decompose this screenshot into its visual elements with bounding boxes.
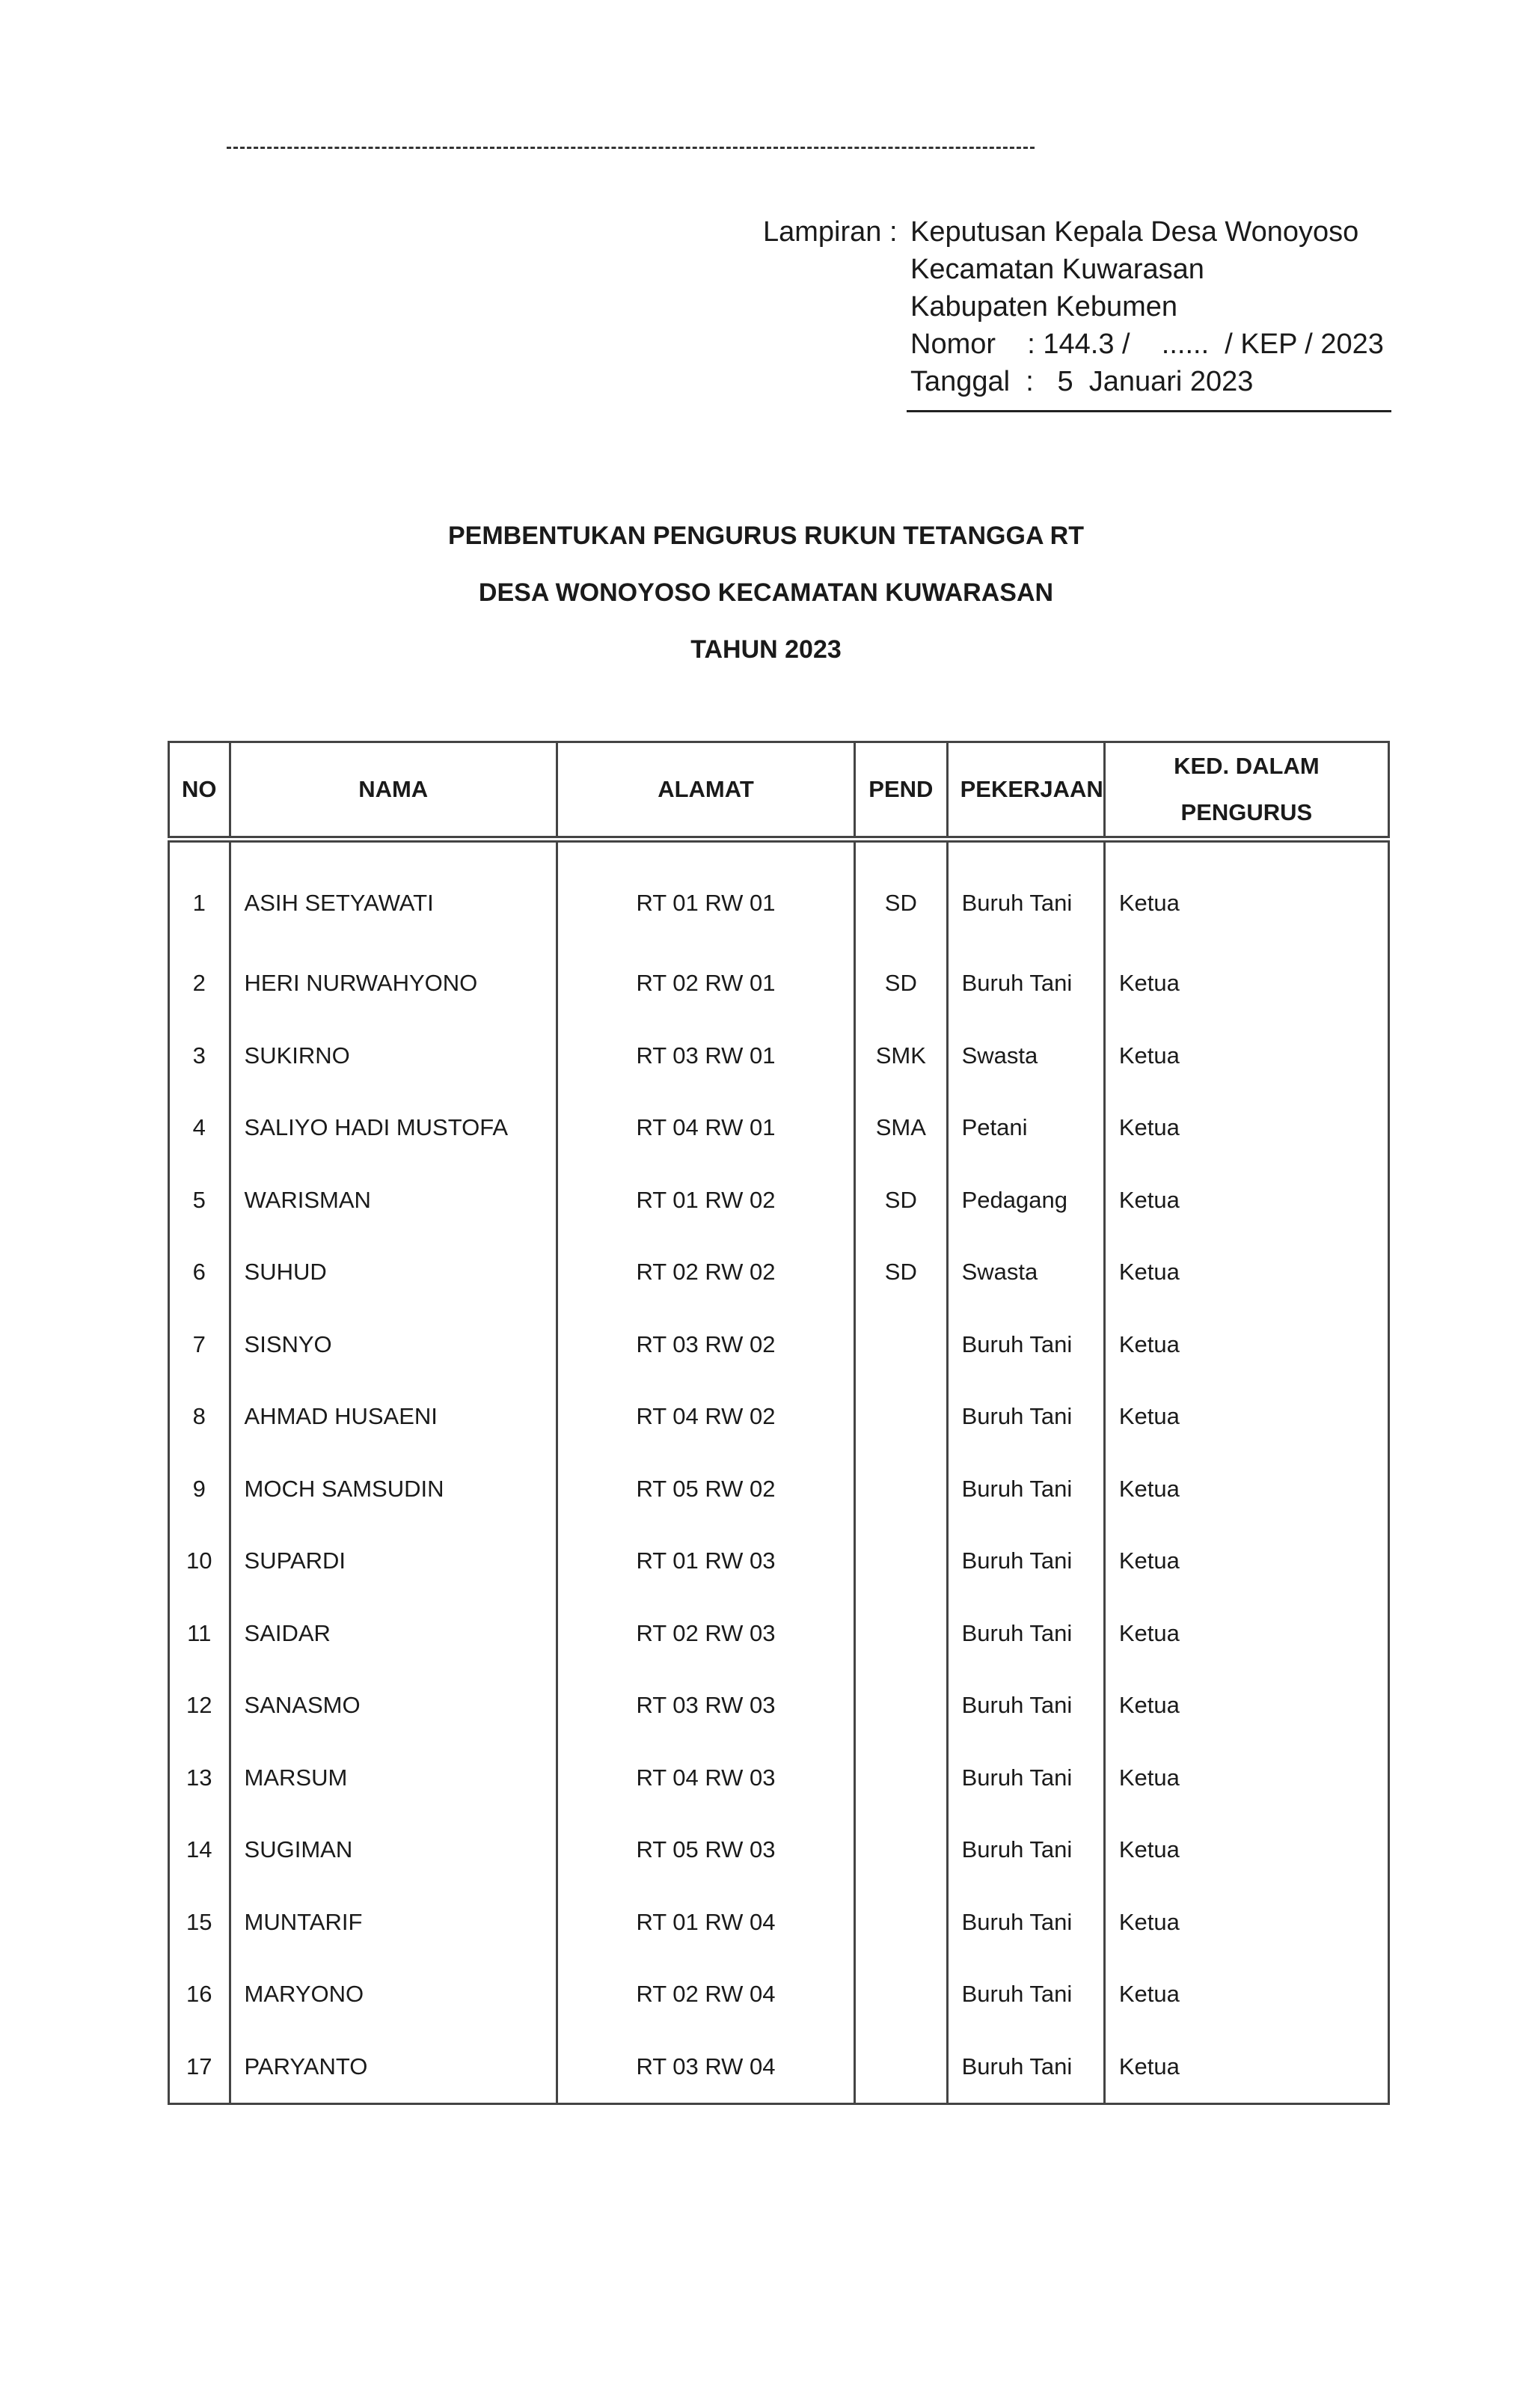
cell-kedudukan: Ketua bbox=[1104, 1886, 1388, 1959]
table-row bbox=[169, 1525, 1389, 1598]
lampiran-block bbox=[763, 213, 1384, 400]
cell-pend bbox=[855, 1669, 948, 1742]
lampiran-underline bbox=[907, 410, 1391, 412]
cell-pend bbox=[855, 1742, 948, 1815]
cell-kedudukan: Ketua bbox=[1104, 1742, 1388, 1815]
cell-alamat: RT 04 RW 02 bbox=[557, 1381, 854, 1453]
table-row bbox=[169, 1453, 1389, 1526]
cell-pend bbox=[855, 1958, 948, 2031]
cell-nama: SALIYO HADI MUSTOFA bbox=[230, 1092, 557, 1164]
cell-nama: SAIDAR bbox=[230, 1598, 557, 1670]
cell-pend: SD bbox=[855, 1236, 948, 1309]
cell-alamat: RT 02 RW 04 bbox=[557, 1958, 854, 2031]
cell-nama: MARSUM bbox=[230, 1742, 557, 1815]
cell-nama: MUNTARIF bbox=[230, 1886, 557, 1959]
cell-kedudukan: Ketua bbox=[1104, 1309, 1388, 1381]
cell-alamat: RT 03 RW 04 bbox=[557, 2031, 854, 2104]
cell-pekerjaan: Buruh Tani bbox=[947, 1669, 1104, 1742]
cell-pekerjaan: Swasta bbox=[947, 1236, 1104, 1309]
lampiran-tanggal: Tanggal : 5 Januari 2023 bbox=[910, 366, 1254, 397]
cell-no: 2 bbox=[169, 947, 230, 1020]
cell-alamat: RT 03 RW 01 bbox=[557, 1020, 854, 1093]
cell-nama: AHMAD HUSAENI bbox=[230, 1381, 557, 1453]
cell-no: 13 bbox=[169, 1742, 230, 1815]
cell-kedudukan: Ketua bbox=[1104, 1598, 1388, 1670]
cell-no: 17 bbox=[169, 2031, 230, 2104]
cell-alamat: RT 04 RW 03 bbox=[557, 1742, 854, 1815]
cell-alamat: RT 01 RW 02 bbox=[557, 1164, 854, 1237]
cell-kedudukan: Ketua bbox=[1104, 947, 1388, 1020]
cell-alamat: RT 02 RW 03 bbox=[557, 1598, 854, 1670]
cell-no: 5 bbox=[169, 1164, 230, 1237]
cell-pend bbox=[855, 1525, 948, 1598]
lampiran-label: Lampiran : bbox=[763, 216, 898, 248]
cell-alamat: RT 04 RW 01 bbox=[557, 1092, 854, 1164]
cell-pend bbox=[855, 1381, 948, 1453]
table-row bbox=[169, 1020, 1389, 1093]
cell-kedudukan: Ketua bbox=[1104, 1092, 1388, 1164]
cell-nama: SISNYO bbox=[230, 1309, 557, 1381]
cell-pekerjaan: Buruh Tani bbox=[947, 1381, 1104, 1453]
table-row bbox=[169, 1742, 1389, 1815]
cell-nama: HERI NURWAHYONO bbox=[230, 947, 557, 1020]
document-title-line-1: PEMBENTUKAN PENGURUS RUKUN TETANGGA RT bbox=[448, 522, 1084, 550]
header-kedudukan-line-1: KED. DALAM bbox=[1174, 753, 1320, 779]
cell-no: 14 bbox=[169, 1814, 230, 1886]
header-pekerjaan: PEKERJAAN bbox=[947, 742, 1104, 840]
cell-nama: SANASMO bbox=[230, 1669, 557, 1742]
cell-pend: SMK bbox=[855, 1020, 948, 1093]
table-row bbox=[169, 2031, 1389, 2104]
cell-no: 15 bbox=[169, 1886, 230, 1959]
cell-kedudukan: Ketua bbox=[1104, 1236, 1388, 1309]
cell-alamat: RT 05 RW 03 bbox=[557, 1814, 854, 1886]
table-row bbox=[169, 1309, 1389, 1381]
cell-nama: SUHUD bbox=[230, 1236, 557, 1309]
cell-pekerjaan: Buruh Tani bbox=[947, 1309, 1104, 1381]
pengurus-rt-table bbox=[168, 741, 1390, 2105]
cell-pend bbox=[855, 2031, 948, 2104]
table-row bbox=[169, 1381, 1389, 1453]
cell-pekerjaan: Buruh Tani bbox=[947, 1886, 1104, 1959]
cell-pekerjaan: Buruh Tani bbox=[947, 947, 1104, 1020]
header-kedudukan bbox=[1104, 742, 1388, 840]
table-row bbox=[169, 1164, 1389, 1237]
document-title-line-3: TAHUN 2023 bbox=[690, 635, 842, 664]
cell-pend bbox=[855, 1598, 948, 1670]
cell-alamat: RT 03 RW 02 bbox=[557, 1309, 854, 1381]
cell-alamat: RT 01 RW 03 bbox=[557, 1525, 854, 1598]
cell-kedudukan: Ketua bbox=[1104, 1814, 1388, 1886]
cell-pekerjaan: Buruh Tani bbox=[947, 1598, 1104, 1670]
cell-pend: SMA bbox=[855, 1092, 948, 1164]
document-title-line-2: DESA WONOYOSO KECAMATAN KUWARASAN bbox=[478, 578, 1054, 607]
table-row bbox=[169, 1958, 1389, 2031]
cell-no: 9 bbox=[169, 1453, 230, 1526]
cell-no: 12 bbox=[169, 1669, 230, 1742]
table-row bbox=[169, 1598, 1389, 1670]
cell-kedudukan: Ketua bbox=[1104, 1020, 1388, 1093]
cell-no: 1 bbox=[169, 840, 230, 948]
cell-pekerjaan: Buruh Tani bbox=[947, 1525, 1104, 1598]
cell-no: 7 bbox=[169, 1309, 230, 1381]
lampiran-line: Keputusan Kepala Desa Wonoyoso bbox=[910, 216, 1359, 248]
cell-nama: SUPARDI bbox=[230, 1525, 557, 1598]
cell-kedudukan: Ketua bbox=[1104, 2031, 1388, 2104]
cell-kedudukan: Ketua bbox=[1104, 1525, 1388, 1598]
header-alamat: ALAMAT bbox=[557, 742, 854, 840]
cell-kedudukan: Ketua bbox=[1104, 1958, 1388, 2031]
cell-pend: SD bbox=[855, 947, 948, 1020]
cell-nama: ASIH SETYAWATI bbox=[230, 840, 557, 948]
cell-no: 10 bbox=[169, 1525, 230, 1598]
header-dashed-rule bbox=[227, 147, 1035, 149]
cell-alamat: RT 02 RW 02 bbox=[557, 1236, 854, 1309]
table-row bbox=[169, 1236, 1389, 1309]
header-pend: PEND bbox=[855, 742, 948, 840]
table-row bbox=[169, 1814, 1389, 1886]
table-row bbox=[169, 1886, 1389, 1959]
cell-no: 6 bbox=[169, 1236, 230, 1309]
table-row bbox=[169, 1092, 1389, 1164]
cell-nama: MOCH SAMSUDIN bbox=[230, 1453, 557, 1526]
cell-pekerjaan: Buruh Tani bbox=[947, 1453, 1104, 1526]
cell-pend: SD bbox=[855, 1164, 948, 1237]
cell-nama: MARYONO bbox=[230, 1958, 557, 2031]
cell-pend bbox=[855, 1886, 948, 1959]
cell-pekerjaan: Buruh Tani bbox=[947, 1742, 1104, 1815]
cell-kedudukan: Ketua bbox=[1104, 840, 1388, 948]
cell-pekerjaan: Pedagang bbox=[947, 1164, 1104, 1237]
cell-pend bbox=[855, 1309, 948, 1381]
table-row bbox=[169, 947, 1389, 1020]
lampiran-line: Kecamatan Kuwarasan bbox=[910, 254, 1204, 285]
header-no: NO bbox=[169, 742, 230, 840]
cell-kedudukan: Ketua bbox=[1104, 1453, 1388, 1526]
table-row bbox=[169, 840, 1389, 948]
cell-nama: SUGIMAN bbox=[230, 1814, 557, 1886]
cell-no: 11 bbox=[169, 1598, 230, 1670]
table-row bbox=[169, 1669, 1389, 1742]
cell-no: 4 bbox=[169, 1092, 230, 1164]
cell-kedudukan: Ketua bbox=[1104, 1381, 1388, 1453]
cell-pekerjaan: Buruh Tani bbox=[947, 840, 1104, 948]
cell-pekerjaan: Buruh Tani bbox=[947, 2031, 1104, 2104]
lampiran-nomor: Nomor : 144.3 / ...... / KEP / 2023 bbox=[910, 328, 1384, 360]
cell-no: 3 bbox=[169, 1020, 230, 1093]
cell-alamat: RT 05 RW 02 bbox=[557, 1453, 854, 1526]
cell-pekerjaan: Buruh Tani bbox=[947, 1814, 1104, 1886]
cell-pekerjaan: Petani bbox=[947, 1092, 1104, 1164]
cell-pend: SD bbox=[855, 840, 948, 948]
cell-pekerjaan: Swasta bbox=[947, 1020, 1104, 1093]
cell-nama: PARYANTO bbox=[230, 2031, 557, 2104]
cell-kedudukan: Ketua bbox=[1104, 1164, 1388, 1237]
cell-pend bbox=[855, 1453, 948, 1526]
table-header-row bbox=[169, 742, 1389, 840]
cell-no: 8 bbox=[169, 1381, 230, 1453]
cell-kedudukan: Ketua bbox=[1104, 1669, 1388, 1742]
cell-no: 16 bbox=[169, 1958, 230, 2031]
header-kedudukan-line-2: PENGURUS bbox=[1180, 799, 1313, 825]
cell-alamat: RT 01 RW 04 bbox=[557, 1886, 854, 1959]
cell-nama: SUKIRNO bbox=[230, 1020, 557, 1093]
cell-alamat: RT 02 RW 01 bbox=[557, 947, 854, 1020]
header-nama: NAMA bbox=[230, 742, 557, 840]
lampiran-line: Kabupaten Kebumen bbox=[910, 291, 1178, 323]
cell-alamat: RT 01 RW 01 bbox=[557, 840, 854, 948]
cell-pekerjaan: Buruh Tani bbox=[947, 1958, 1104, 2031]
cell-pend bbox=[855, 1814, 948, 1886]
cell-nama: WARISMAN bbox=[230, 1164, 557, 1237]
cell-alamat: RT 03 RW 03 bbox=[557, 1669, 854, 1742]
